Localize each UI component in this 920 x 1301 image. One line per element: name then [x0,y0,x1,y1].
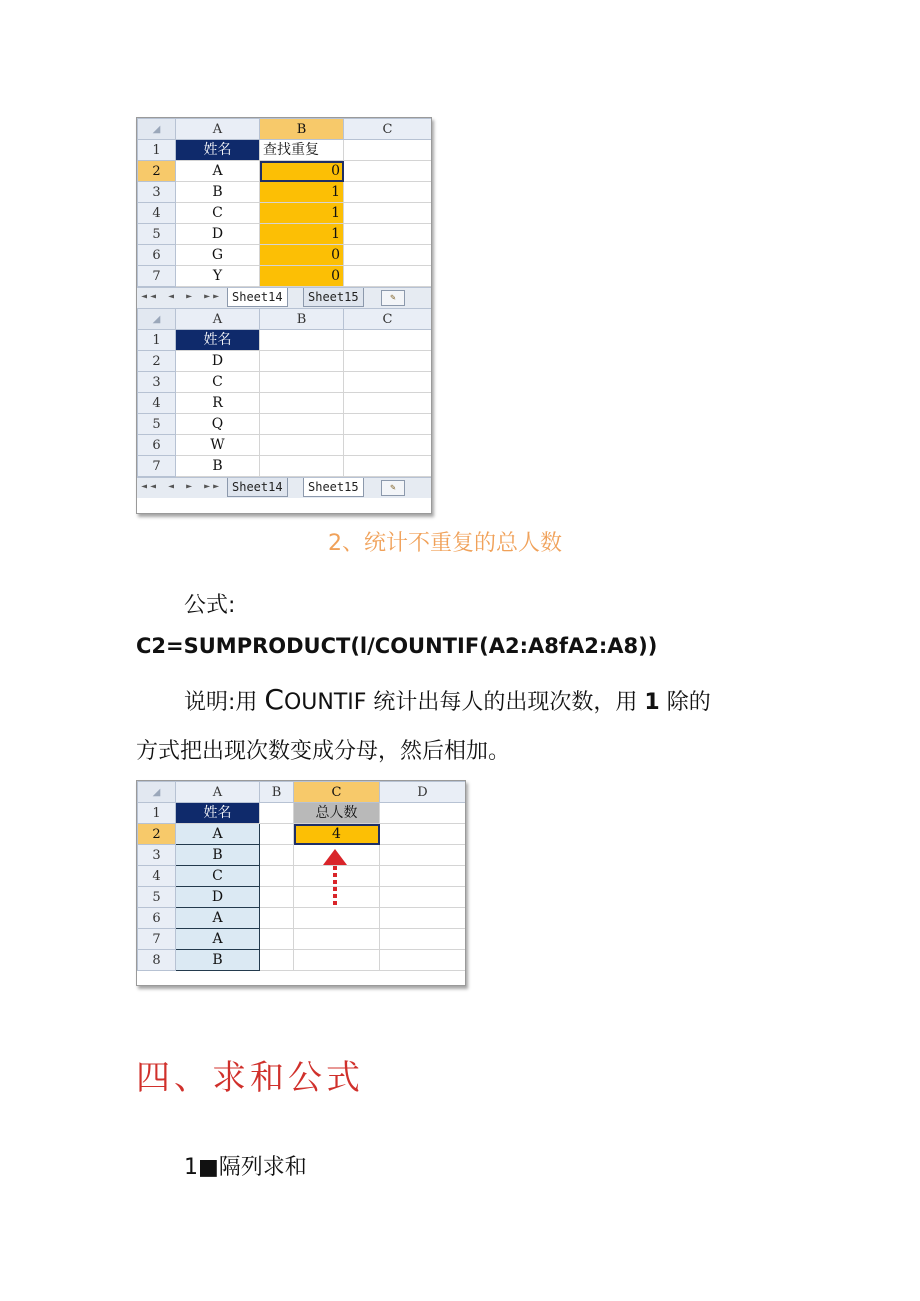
up-arrow-icon [317,849,353,909]
row-header[interactable]: 6 [138,435,176,456]
row-header[interactable]: 5 [138,224,176,245]
new-sheet-icon[interactable]: ✎ [381,290,405,306]
cell-a3[interactable]: C [176,372,260,393]
cell-b1[interactable] [260,330,344,351]
cell-c3[interactable] [344,182,432,203]
cell-b6[interactable]: 0 [260,245,344,266]
cell-b3[interactable] [260,372,344,393]
row-header[interactable]: 1 [138,803,176,824]
cell-c2[interactable] [344,161,432,182]
cell-c7[interactable] [294,929,380,950]
sheet-tab-bar-1 [137,287,431,308]
row-header[interactable]: 4 [138,393,176,414]
new-sheet-icon[interactable]: ✎ [381,480,405,496]
desc-bold-one: 1 [644,690,660,715]
cell-a5[interactable]: D [176,224,260,245]
cell-a7[interactable]: A [176,929,260,950]
cell-c5[interactable] [344,414,432,435]
cell-c6[interactable] [344,245,432,266]
desc-middle: OUNTIF 统计出每人的出现次数，用 [283,690,645,715]
sheet-pane-1 [137,118,432,287]
column-header-b[interactable]: B [260,119,344,140]
cell-d4[interactable] [380,866,466,887]
cell-b1[interactable]: 查找重复 [260,140,344,161]
select-all-corner[interactable]: ◢ [138,782,176,803]
select-all-corner[interactable]: ◢ [138,309,176,330]
column-header-c[interactable]: C [294,782,380,803]
cell-b5[interactable] [260,887,294,908]
cell-b8[interactable] [260,950,294,971]
description-line-2: 方式把出现次数变成分母，然后相加。 [136,739,511,764]
row-header[interactable]: 3 [138,372,176,393]
row-header[interactable]: 6 [138,245,176,266]
cell-b2[interactable] [260,824,294,845]
cell-d5[interactable] [380,887,466,908]
cell-b4[interactable]: 1 [260,203,344,224]
cell-c1[interactable] [344,330,432,351]
select-all-corner[interactable]: ◢ [138,119,176,140]
cell-a1[interactable]: 姓名 [176,803,260,824]
cell-d7[interactable] [380,929,466,950]
cell-a2[interactable]: A [176,161,260,182]
desc-big-c: C [264,683,284,716]
cell-d1[interactable] [380,803,466,824]
column-header-a[interactable]: A [176,782,260,803]
column-header-b[interactable]: B [260,309,344,330]
spreadsheet-screenshot-count [136,780,466,986]
row-header[interactable]: 5 [138,887,176,908]
sheet-nav-arrows[interactable]: ◄◄ ◄ ► ►► [141,291,223,302]
cell-a3[interactable]: B [176,845,260,866]
cell-b6[interactable] [260,908,294,929]
figure-caption: 2、统计不重复的总人数 [328,531,562,556]
description-line-1 [184,683,711,716]
cell-c2[interactable] [344,351,432,372]
row-header[interactable]: 3 [138,845,176,866]
cell-d8[interactable] [380,950,466,971]
row-header[interactable]: 4 [138,203,176,224]
cell-a7[interactable]: Y [176,266,260,287]
row-header[interactable]: 8 [138,950,176,971]
cell-b4[interactable] [260,393,344,414]
cell-b7[interactable]: 0 [260,266,344,287]
column-header-b[interactable]: B [260,782,294,803]
cell-c6[interactable] [294,908,380,929]
row-header[interactable]: 4 [138,866,176,887]
cell-b2[interactable] [260,351,344,372]
cell-c6[interactable] [344,435,432,456]
cell-c4[interactable] [344,203,432,224]
formula-text: C2=SUMPRODUCT(l/COUNTIF(A2:A8fA2:A8)) [136,634,658,658]
cell-d3[interactable] [380,845,466,866]
column-header-a[interactable]: A [176,309,260,330]
row-header[interactable]: 2 [138,351,176,372]
cell-c1[interactable] [344,140,432,161]
cell-c2-active[interactable]: 4 [294,824,380,845]
cell-c7[interactable] [344,456,432,477]
desc-suffix: 除的 [659,690,711,715]
tab-sheet15[interactable]: Sheet15 [303,478,364,497]
tab-sheet15[interactable]: Sheet15 [303,288,364,307]
cell-a2[interactable]: A [176,824,260,845]
column-header-a[interactable]: A [176,119,260,140]
tab-sheet14[interactable]: Sheet14 [227,288,288,307]
cell-c4[interactable] [344,393,432,414]
cell-b5[interactable] [260,414,344,435]
sheet-tab-bar-2 [137,477,431,498]
cell-b5[interactable]: 1 [260,224,344,245]
cell-a6[interactable]: G [176,245,260,266]
cell-a2[interactable]: D [176,351,260,372]
sheet-pane-2 [137,308,432,477]
cell-b1[interactable] [260,803,294,824]
row-header[interactable]: 6 [138,908,176,929]
cell-b3[interactable] [260,845,294,866]
cell-c1[interactable]: 总人数 [294,803,380,824]
section-heading: 四、求和公式 [136,1058,364,1098]
desc-prefix: 说明:用 [184,690,265,715]
row-header[interactable]: 1 [138,140,176,161]
column-header-d[interactable]: D [380,782,466,803]
row-header[interactable]: 7 [138,929,176,950]
cell-b4[interactable] [260,866,294,887]
column-header-c[interactable]: C [344,119,432,140]
cell-d6[interactable] [380,908,466,929]
row-header[interactable]: 3 [138,182,176,203]
cell-b7[interactable] [260,456,344,477]
cell-d2[interactable] [380,824,466,845]
subheading: 1■隔列求和 [184,1155,307,1180]
row-header[interactable]: 5 [138,414,176,435]
cell-a7[interactable]: B [176,456,260,477]
column-header-c[interactable]: C [344,309,432,330]
cell-b3[interactable]: 1 [260,182,344,203]
cell-a5[interactable]: Q [176,414,260,435]
cell-c3[interactable] [344,372,432,393]
cell-c5[interactable] [344,224,432,245]
row-header[interactable]: 7 [138,456,176,477]
cell-a4[interactable]: C [176,203,260,224]
cell-a1[interactable]: 姓名 [176,140,260,161]
cell-a4[interactable]: C [176,866,260,887]
cell-b2-active[interactable]: 0 [260,161,344,182]
cell-a6[interactable]: A [176,908,260,929]
cell-c8[interactable] [294,950,380,971]
cell-c7[interactable] [344,266,432,287]
formula-label: 公式: [184,593,236,618]
row-header[interactable]: 1 [138,330,176,351]
cell-b6[interactable] [260,435,344,456]
cell-a3[interactable]: B [176,182,260,203]
cell-a4[interactable]: R [176,393,260,414]
cell-a8[interactable]: B [176,950,260,971]
sheet-pane-3 [137,781,466,971]
cell-a6[interactable]: W [176,435,260,456]
sheet-nav-arrows[interactable]: ◄◄ ◄ ► ►► [141,481,223,492]
cell-b7[interactable] [260,929,294,950]
row-header[interactable]: 7 [138,266,176,287]
cell-a1[interactable]: 姓名 [176,330,260,351]
tab-sheet14[interactable]: Sheet14 [227,478,288,497]
row-header[interactable]: 2 [138,824,176,845]
spreadsheet-screenshot-top [136,117,432,514]
cell-a5[interactable]: D [176,887,260,908]
row-header[interactable]: 2 [138,161,176,182]
